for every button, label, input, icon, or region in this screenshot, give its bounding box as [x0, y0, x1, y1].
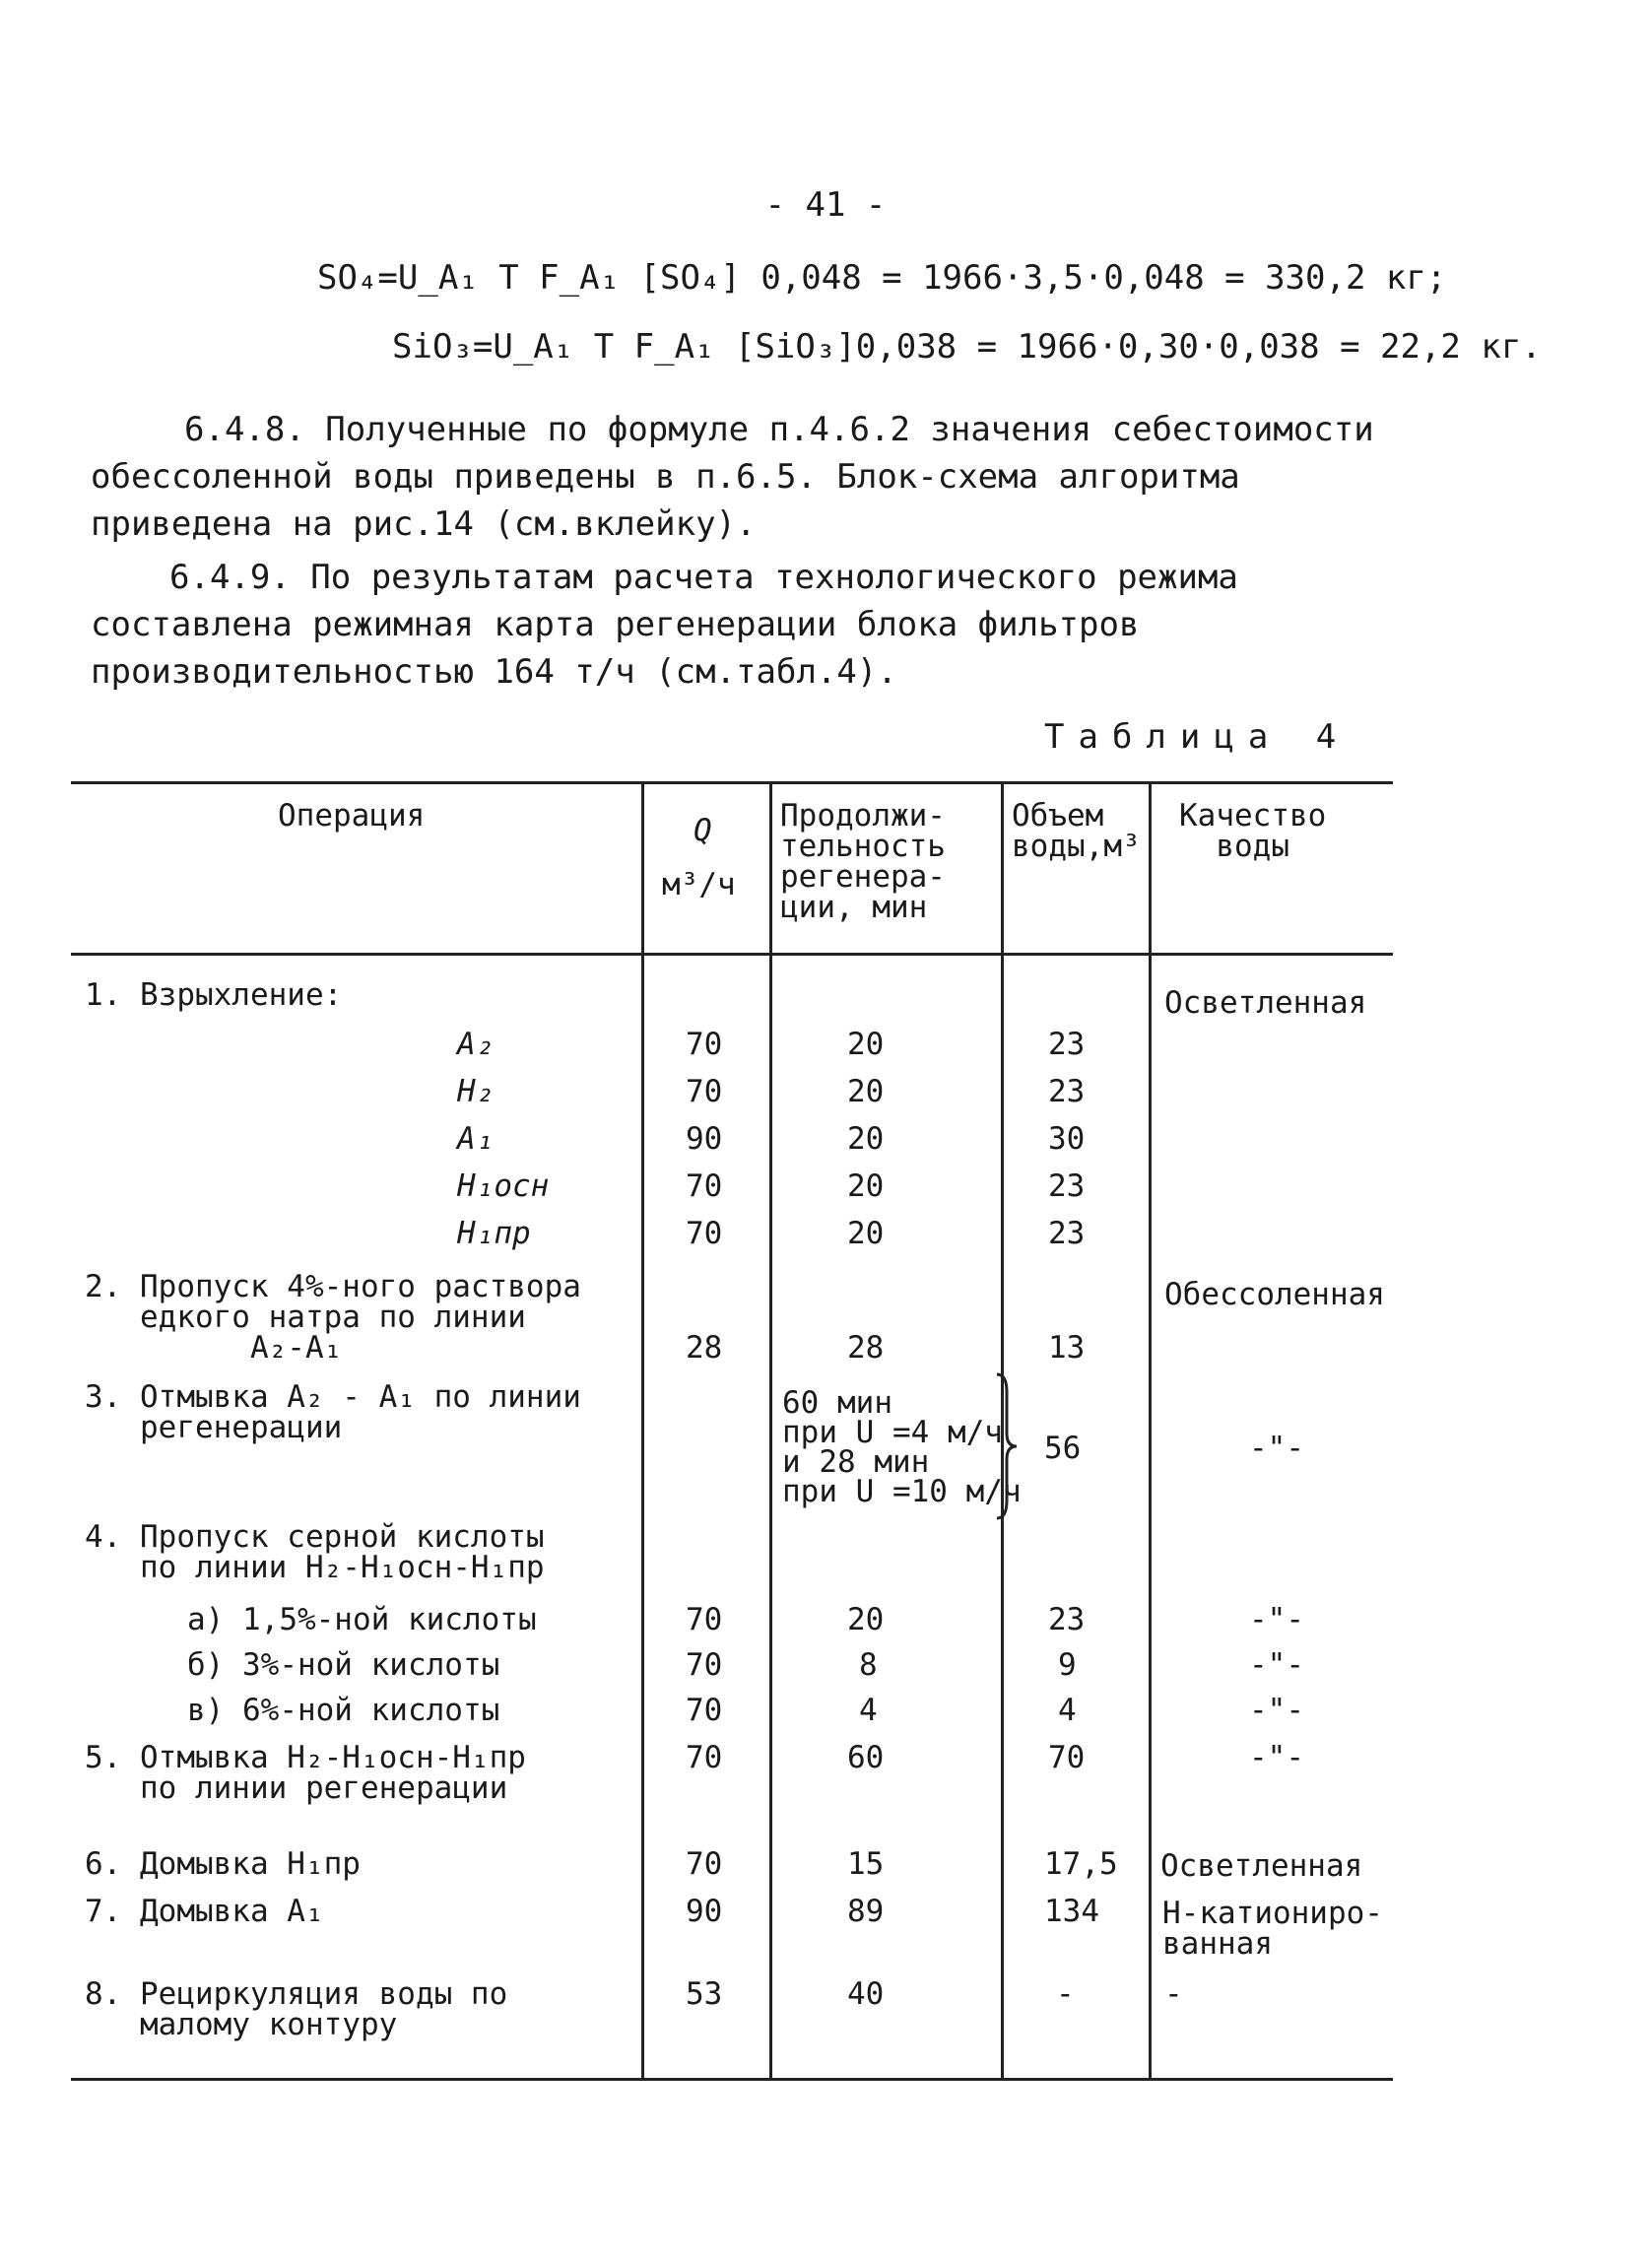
- row-6-duration: 15: [847, 1846, 885, 1882]
- row-4b-quality: -"-: [1249, 1647, 1304, 1683]
- row-8-quality: -: [1164, 1976, 1183, 2012]
- row-2-duration: 28: [847, 1330, 885, 1366]
- table-bottom-rule: [71, 2078, 1393, 2081]
- row-1c-duration: 20: [847, 1121, 885, 1157]
- row-4b-operation: б) 3%-ной кислоты: [187, 1647, 500, 1683]
- row-4c-quality: -"-: [1249, 1693, 1304, 1728]
- row-1e-duration: 20: [847, 1216, 885, 1251]
- header-q-symbol: Q: [693, 813, 712, 848]
- row-8-duration: 40: [847, 1976, 885, 2012]
- row-4a-volume: 23: [1048, 1602, 1086, 1637]
- row-1c-volume: 30: [1048, 1121, 1086, 1157]
- row-1a-operation: A₂: [457, 1027, 495, 1062]
- row-8-q: 53: [686, 1976, 723, 2012]
- row-1d-operation: H₁осн: [457, 1168, 550, 1204]
- formula-so4: SO₄=U_A₁ T F_A₁ [SO₄] 0,048 = 1966·3,5·0,048 = 330,2 кг;: [317, 258, 1447, 298]
- row-1b-duration: 20: [847, 1074, 885, 1109]
- row-8-volume: -: [1056, 1976, 1075, 2012]
- row-5-quality: -"-: [1249, 1740, 1304, 1775]
- row-1c-q: 90: [686, 1121, 723, 1157]
- column-divider-4: [1149, 781, 1152, 2080]
- row-4b-volume: 9: [1058, 1647, 1077, 1683]
- row-1a-duration: 20: [847, 1027, 885, 1062]
- header-operation: Операция: [278, 798, 426, 834]
- row-7-volume: 134: [1044, 1894, 1099, 1929]
- row-4a-q: 70: [686, 1602, 723, 1637]
- table-top-rule: [71, 781, 1393, 784]
- row-1-quality: Осветленная: [1164, 985, 1367, 1021]
- row-5-duration: 60: [847, 1740, 885, 1775]
- row-3-duration: 60 мин при U =4 м/ч и 28 мин при U =10 м/ч: [782, 1385, 1022, 1509]
- header-duration: Продолжи- тельность регенера- ции, мин: [780, 798, 946, 925]
- row-3-operation: 3. Отмывка A₂ - A₁ по линии регенерации: [85, 1379, 581, 1445]
- row-5-volume: 70: [1048, 1740, 1086, 1775]
- row-4c-volume: 4: [1058, 1693, 1077, 1728]
- row-1e-operation: H₁пр: [457, 1216, 531, 1251]
- regeneration-table: [71, 781, 1393, 2081]
- paragraph-6-4-9: 6.4.9. По результатам расчета технологического режима составлена режимная карта регенерации блока фильтров производительностью 164 т/ч (см.табл.4).: [91, 558, 1238, 692]
- row-1d-duration: 20: [847, 1168, 885, 1204]
- row-4b-duration: 8: [859, 1647, 878, 1683]
- row-1e-q: 70: [686, 1216, 723, 1251]
- row-2-volume: 13: [1048, 1330, 1086, 1366]
- row-3-quality: -"-: [1249, 1431, 1304, 1466]
- row-4a-operation: а) 1,5%-ной кислоты: [187, 1602, 537, 1637]
- row-3-volume: 56: [1044, 1431, 1082, 1466]
- column-divider-1: [641, 781, 644, 2080]
- row-1d-q: 70: [686, 1168, 723, 1204]
- row-1b-volume: 23: [1048, 1074, 1086, 1109]
- table-caption: Таблица 4: [1044, 717, 1351, 757]
- row-4a-quality: -"-: [1249, 1602, 1304, 1637]
- brace-icon: [995, 1372, 1019, 1520]
- row-1-operation: 1. Взрыхление:: [85, 977, 343, 1013]
- header-volume: Объем воды,м³: [1012, 798, 1141, 864]
- row-1b-q: 70: [686, 1074, 723, 1109]
- row-2-quality: Обессоленная: [1164, 1277, 1385, 1312]
- row-4c-operation: в) 6%-ной кислоты: [187, 1693, 500, 1728]
- row-4a-duration: 20: [847, 1602, 885, 1637]
- row-1d-volume: 23: [1048, 1168, 1086, 1204]
- row-5-operation: 5. Отмывка H₂-H₁осн-H₁пр по линии регенерации: [85, 1740, 526, 1806]
- row-7-operation: 7. Домывка A₁: [85, 1894, 324, 1929]
- column-divider-2: [769, 781, 772, 2080]
- row-5-q: 70: [686, 1740, 723, 1775]
- row-7-q: 90: [686, 1894, 723, 1929]
- header-q-unit: м³/ч: [662, 867, 736, 902]
- page-number: - 41 -: [764, 185, 887, 225]
- row-7-duration: 89: [847, 1894, 885, 1929]
- row-6-volume: 17,5: [1044, 1846, 1118, 1882]
- row-2-operation: 2. Пропуск 4%-ного раствора едкого натра по линии A₂-A₁: [85, 1269, 581, 1366]
- row-4c-q: 70: [686, 1693, 723, 1728]
- paragraph-6-4-8: 6.4.8. Полученные по формуле п.4.6.2 значения себестоимости обессоленной воды приведены в п.6.5. Блок-схема алгоритма приведена на рис.14 (см.вклейку).: [91, 410, 1374, 544]
- row-1a-volume: 23: [1048, 1027, 1086, 1062]
- header-quality: Качество воды: [1179, 798, 1327, 864]
- formula-sio3: SiO₃=U_A₁ T F_A₁ [SiO₃]0,038 = 1966·0,30·0,038 = 22,2 кг.: [392, 327, 1542, 367]
- row-6-operation: 6. Домывка H₁пр: [85, 1846, 361, 1882]
- row-8-operation: 8. Рециркуляция воды по малому контуру: [85, 1976, 508, 2042]
- row-4-operation: 4. Пропуск серной кислоты по линии H₂-H₁осн-H₁пр: [85, 1519, 545, 1585]
- row-1e-volume: 23: [1048, 1216, 1086, 1251]
- row-6-q: 70: [686, 1846, 723, 1882]
- table-header-rule: [71, 953, 1393, 956]
- row-1b-operation: H₂: [457, 1074, 495, 1109]
- row-1a-q: 70: [686, 1027, 723, 1062]
- row-2-q: 28: [686, 1330, 723, 1366]
- row-6-quality: Осветленная: [1160, 1848, 1363, 1884]
- row-4b-q: 70: [686, 1647, 723, 1683]
- row-7-quality: H-катиониро- ванная: [1162, 1896, 1383, 1962]
- row-1c-operation: A₁: [457, 1121, 495, 1157]
- row-4c-duration: 4: [859, 1693, 878, 1728]
